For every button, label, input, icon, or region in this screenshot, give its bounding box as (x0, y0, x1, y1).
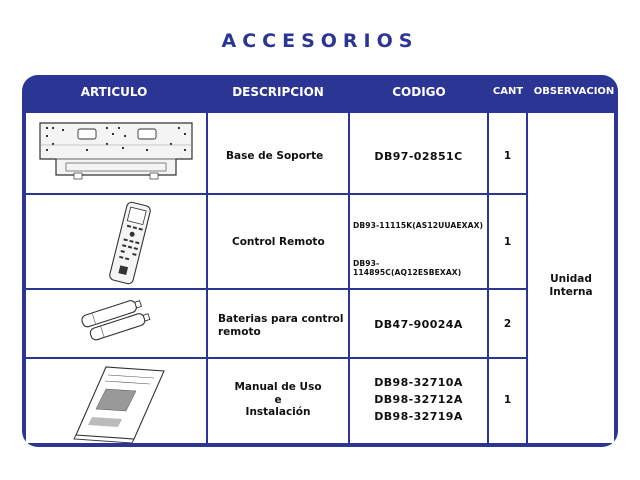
row-2-code-2: DB93-114895C(AQ12ESBEXAX) (353, 259, 462, 277)
header-codigo: CODIGO (392, 85, 446, 99)
table-row-image-cell (26, 290, 206, 357)
row-4-code-2: DB98-32712A (374, 393, 463, 406)
mounting-plate-icon (26, 113, 206, 193)
row-2-quantity: 1 (503, 236, 512, 248)
table-row-qty-cell (489, 113, 526, 193)
table-row-image-cell (26, 359, 206, 443)
row-3-quantity: 2 (503, 318, 512, 330)
header-articulo: ARTICULO (80, 85, 148, 99)
table-row-image-cell (26, 113, 206, 193)
page-title: ACCESORIOS (221, 30, 419, 52)
row-4-code-1: DB98-32710A (374, 376, 463, 389)
header-descripcion: DESCRIPCION (232, 85, 324, 99)
accessories-table (22, 75, 618, 447)
table-row-image-cell (26, 195, 206, 288)
row-2-description: Control Remoto (232, 236, 325, 248)
row-1-quantity: 1 (503, 150, 512, 162)
header-cant: CANT (492, 86, 524, 97)
table-row-desc-cell (208, 359, 348, 443)
observacion-line-2: Interna (549, 286, 593, 298)
remote-control-icon (26, 195, 206, 288)
table-row-desc-cell (208, 290, 348, 357)
table-row-desc-cell (208, 195, 348, 288)
row-1-description: Base de Soporte (226, 150, 324, 162)
row-1-code: DB97-02851C (374, 150, 463, 163)
table-row-qty-cell (489, 290, 526, 357)
table-row-code-cell (350, 359, 487, 443)
row-4-quantity: 1 (503, 394, 512, 406)
table-row-desc-cell (208, 113, 348, 193)
row-3-code: DB47-90024A (374, 318, 463, 331)
row-4-code-3: DB98-32719A (374, 410, 463, 423)
observacion-line-1: Unidad (550, 273, 592, 285)
row-2-code-1: DB93-11115K(AS12UUAEXAX) (353, 221, 484, 230)
table-row-code-cell (350, 195, 487, 288)
observacion-cell (528, 113, 614, 443)
table-row-code-cell (350, 290, 487, 357)
row-4-description-line-1: Manual de Uso (234, 381, 322, 393)
batteries-icon (26, 290, 206, 357)
table-row-qty-cell (489, 195, 526, 288)
manual-booklet-icon (26, 359, 206, 443)
row-3-description: Baterias para control remoto (218, 313, 344, 338)
row-4-description-line-2: e (274, 394, 282, 406)
table-row-qty-cell (489, 359, 526, 443)
header-observacion: OBSERVACION (533, 86, 615, 97)
table-row-code-cell (350, 113, 487, 193)
row-4-description-line-3: Instalación (245, 406, 311, 418)
